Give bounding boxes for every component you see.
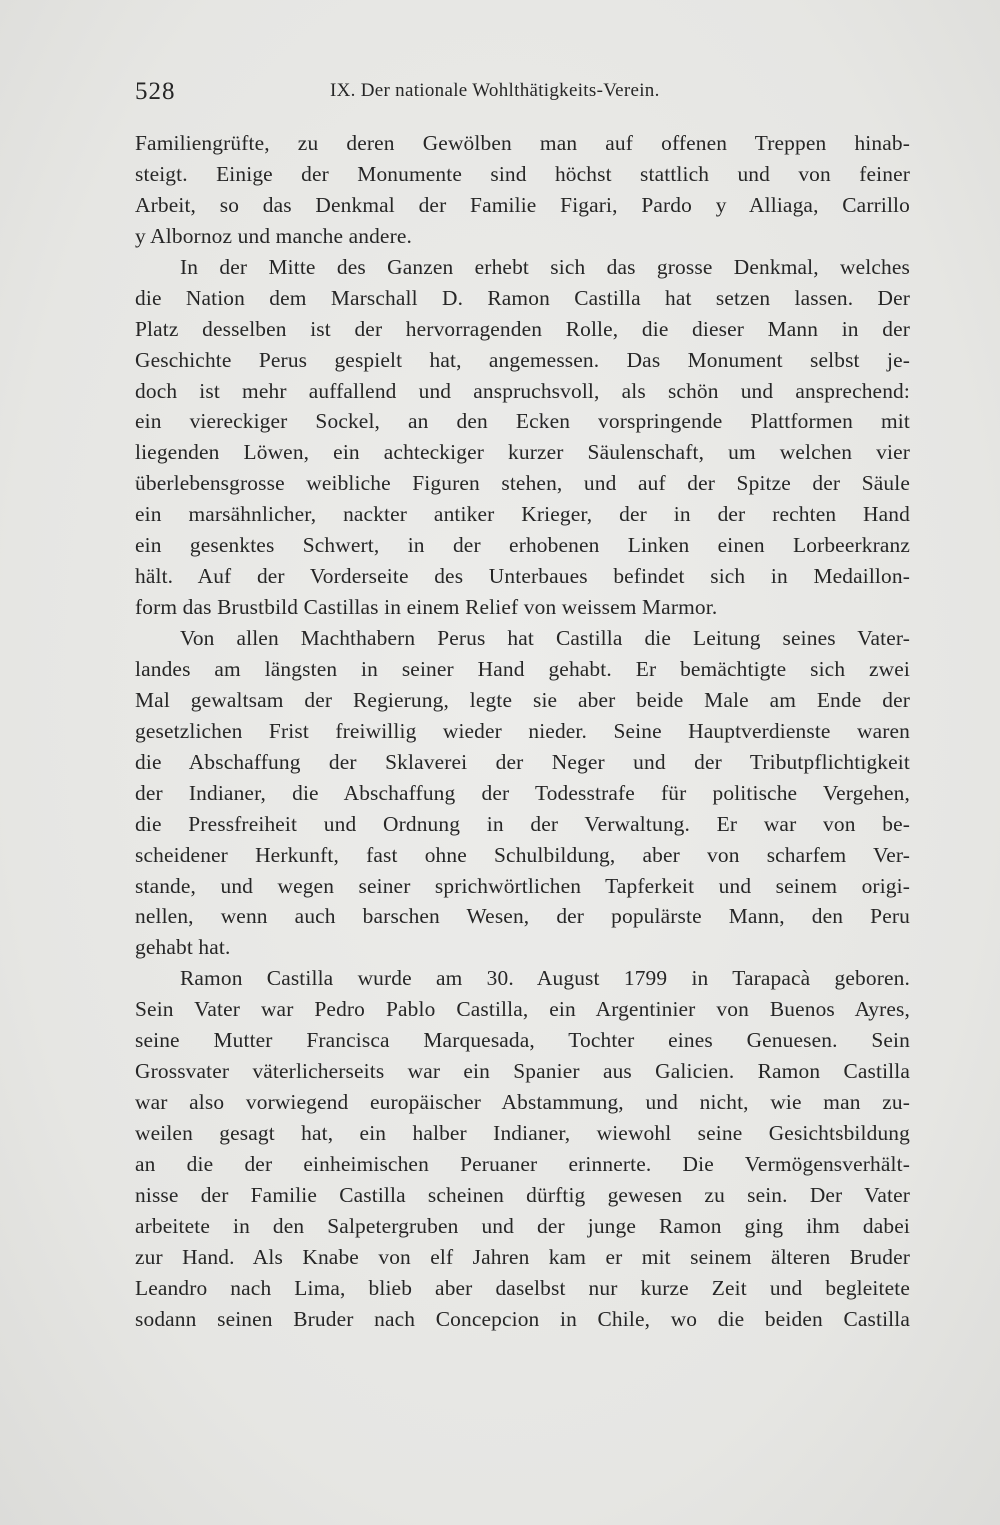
- text-line: doch ist mehr auffallend und anspruchsvoll, als schön und ansprechend:: [135, 378, 910, 403]
- text-line: Sein Vater war Pedro Pablo Castilla, ein Argentinier von Buenos Ayres,: [135, 997, 910, 1022]
- text-line: Von allen Machthabern Perus hat Castilla die Leitung seines Vater-: [180, 626, 910, 650]
- page-number: 528: [135, 78, 176, 105]
- text-line: Grossvater väterlicherseits war ein Spanier aus Galicien. Ramon Castilla: [135, 1059, 910, 1084]
- text-line: die Abschaffung der Sklaverei der Neger und der Tributpflichtigkeit: [135, 749, 910, 774]
- text-line: an die der einheimischen Peruaner erinnerte. Die Vermögensverhält-: [135, 1151, 910, 1176]
- text-line: die Pressfreiheit und Ordnung in der Verwaltung. Er war von be-: [135, 811, 910, 836]
- text-line: Leandro nach Lima, blieb aber daselbst nur kurze Zeit und begleitete: [135, 1275, 910, 1300]
- text-line: nisse der Familie Castilla scheinen dürftig gewesen zu sein. Der Vater: [135, 1182, 910, 1207]
- text-line: nellen, wenn auch barschen Wesen, der populärste Mann, den Peru: [135, 904, 910, 929]
- text-line: scheidener Herkunft, fast ohne Schulbildung, aber von scharfem Ver-: [135, 842, 910, 867]
- text-line: landes am längsten in seiner Hand gehabt. Er bemächtigte sich zwei: [135, 656, 910, 681]
- text-line: der Indianer, die Abschaffung der Todesstrafe für politische Vergehen,: [135, 780, 910, 805]
- text-line: sodann seinen Bruder nach Concepcion in Chile, wo die beiden Castilla: [135, 1306, 910, 1331]
- text-line: Mal gewaltsam der Regierung, legte sie aber beide Male am Ende der: [135, 687, 910, 712]
- text-line: ein marsähnlicher, nackter antiker Krieger, der in der rechten Hand: [135, 502, 910, 527]
- text-line: arbeitete in den Salpetergruben und der junge Ramon ging ihm dabei: [135, 1213, 910, 1238]
- text-line: gesetzlichen Frist freiwillig wieder nieder. Seine Hauptverdienste waren: [135, 718, 910, 743]
- text-line: die Nation dem Marschall D. Ramon Castilla hat setzen lassen. Der: [135, 285, 910, 310]
- text-line: y Albornoz und manche andere.: [135, 223, 412, 248]
- text-line: Familiengrüfte, zu deren Gewölben man auf offenen Treppen hinab-: [135, 131, 910, 155]
- text-line: weilen gesagt hat, ein halber Indianer, wiewohl seine Gesichtsbildung: [135, 1121, 910, 1145]
- body-text: [135, 128, 910, 1335]
- running-head: IX. Der nationale Wohlthätigkeits-Verein.: [330, 80, 660, 101]
- text-line: hält. Auf der Vorderseite des Unterbaues befindet sich in Medaillon-: [135, 564, 910, 589]
- text-line: stande, und wegen seiner sprichwörtlichen Tapferkeit und seinem origi-: [135, 873, 910, 898]
- text-line: form das Brustbild Castillas in einem Relief von weissem Marmor.: [135, 595, 718, 620]
- text-line: Platz desselben ist der hervorragenden Rolle, die dieser Mann in der: [135, 316, 910, 341]
- text-line: zur Hand. Als Knabe von elf Jahren kam er mit seinem älteren Bruder: [135, 1244, 910, 1269]
- text-line: überlebensgrosse weibliche Figuren stehen, und auf der Spitze der Säule: [135, 471, 910, 496]
- text-line: seine Mutter Francisca Marquesada, Tochter eines Genuesen. Sein: [135, 1028, 910, 1053]
- text-line: liegenden Löwen, ein achteckiger kurzer Säulenschaft, um welchen vier: [135, 440, 910, 465]
- text-line: gehabt hat.: [135, 935, 231, 960]
- page-header: [135, 78, 915, 110]
- text-line: war also vorwiegend europäischer Abstammung, und nicht, wie man zu-: [135, 1090, 910, 1115]
- text-line: Ramon Castilla wurde am 30. August 1799 in Tarapacà geboren.: [180, 966, 910, 991]
- text-line: ein viereckiger Sockel, an den Ecken vorspringende Plattformen mit: [135, 409, 910, 434]
- text-line: ein gesenktes Schwert, in der erhobenen Linken einen Lorbeerkranz: [135, 533, 910, 558]
- text-line: steigt. Einige der Monumente sind höchst stattlich und von feiner: [135, 161, 910, 186]
- text-line: In der Mitte des Ganzen erhebt sich das grosse Denkmal, welches: [180, 254, 910, 279]
- text-line: Geschichte Perus gespielt hat, angemessen. Das Monument selbst je-: [135, 347, 910, 372]
- text-line: Arbeit, so das Denkmal der Familie Figari, Pardo y Alliaga, Carrillo: [135, 192, 910, 217]
